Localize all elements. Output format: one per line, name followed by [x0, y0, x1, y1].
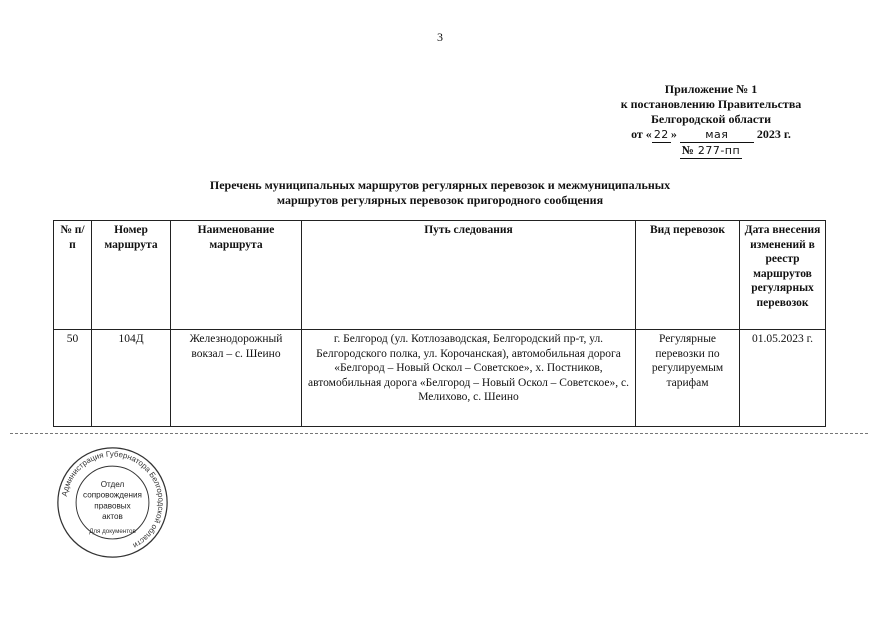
- appendix-resolution-line: к постановлению Правительства: [620, 97, 802, 111]
- header-route-name: Наименование маршрута: [171, 221, 302, 330]
- appendix-header: [600, 82, 822, 159]
- appendix-region-line: Белгородской области: [650, 112, 772, 126]
- official-stamp: [55, 445, 170, 560]
- date-mid: »: [670, 127, 677, 141]
- stamp-line-1: Отдел: [100, 480, 125, 490]
- header-transport-type: Вид перевозок: [636, 221, 740, 330]
- stamp-line-3: правовых: [94, 501, 131, 511]
- stamp-line-4: актов: [102, 511, 123, 521]
- date-year: 2023 г.: [756, 127, 791, 141]
- cell-route-name: Железнодорожный вокзал – с. Шеино: [171, 330, 302, 427]
- document-title: [160, 178, 720, 208]
- date-prefix: от «: [631, 127, 652, 141]
- cell-num: 50: [54, 330, 92, 427]
- date-month: мая: [680, 127, 754, 143]
- date-day: 22: [653, 128, 669, 141]
- cell-path: г. Белгород (ул. Котлозаводская, Белгородский пр-т, ул. Белгородского полка, ул. Корочанская), автомобильная дорога «Белгород – Новый Оскол – Советское», х. Постников, автомобильная дорога «Белгород – Новый Оскол – Советское», с. Мелихово, с. Шеино: [302, 330, 636, 427]
- routes-table: [53, 220, 826, 427]
- cell-change-date: 01.05.2023 г.: [740, 330, 826, 427]
- header-num: № п/п: [54, 221, 92, 330]
- cell-route-number: 104Д: [92, 330, 171, 427]
- header-route-number: Номер маршрута: [92, 221, 171, 330]
- header-change-date: Дата внесения изменений в реестр маршрутов регулярных перевозок: [740, 221, 826, 330]
- appendix-date-line: [600, 127, 822, 143]
- appendix-title: Приложение № 1: [664, 82, 758, 96]
- stamp-line-2: сопровождения: [83, 490, 142, 500]
- page-number: 3: [437, 30, 443, 44]
- stamp-bottom-text: Для документов: [89, 528, 136, 536]
- document-title-line-1: Перечень муниципальных маршрутов регулярных перевозок и межмуниципальных: [209, 178, 671, 192]
- resolution-number: 277-пп: [697, 144, 741, 157]
- appendix-number-line: [600, 143, 822, 159]
- stamp-ring-text: Администрация Губернатора Белгородской области: [59, 449, 166, 551]
- cell-transport-type: Регулярные перевозки по регулируемым тарифам: [636, 330, 740, 427]
- number-prefix: №: [681, 143, 694, 157]
- table-header-row: [54, 221, 826, 330]
- document-title-line-2: маршрутов регулярных перевозок пригородного сообщения: [276, 193, 604, 207]
- header-path: Путь следования: [302, 221, 636, 330]
- table-row: [54, 330, 826, 427]
- cut-line: [10, 433, 868, 434]
